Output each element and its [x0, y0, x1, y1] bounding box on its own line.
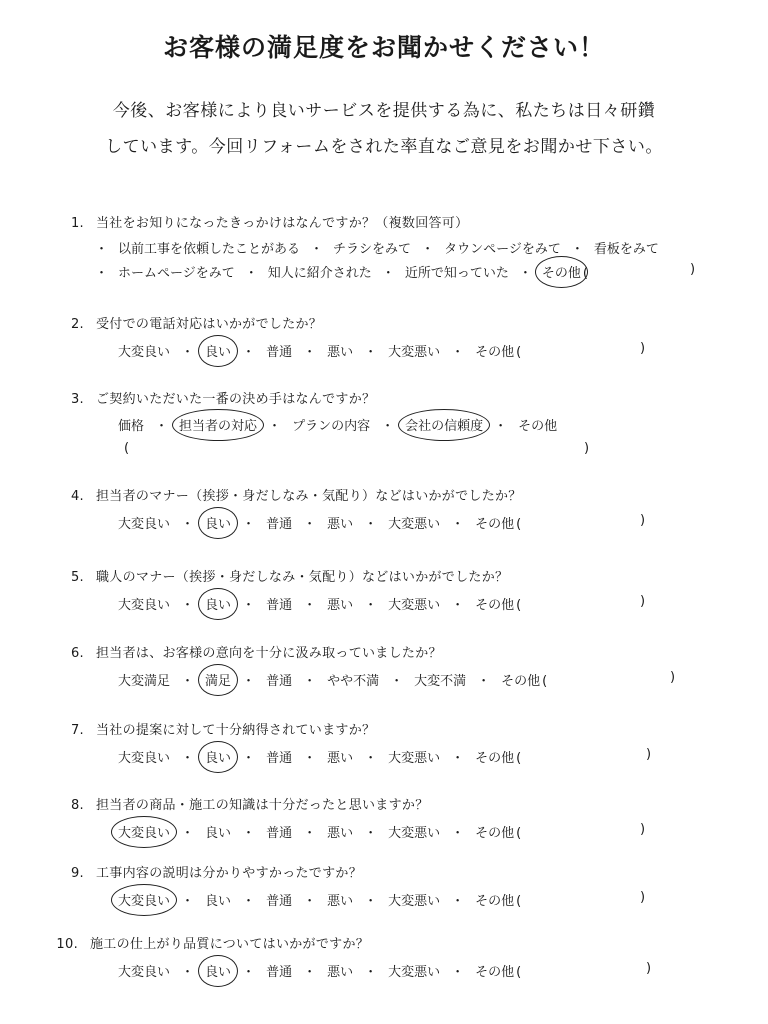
question-number: 7. [70, 723, 84, 738]
paren-open: ( [516, 751, 522, 766]
separator-dot: ・ [242, 751, 256, 766]
paren-open: ( [124, 441, 130, 456]
answer-option-label: 知人に紹介された [267, 266, 372, 281]
question-text [54, 719, 375, 738]
separator-dot: ・ [242, 598, 256, 613]
paren-close: ) [640, 341, 646, 356]
answer-option[interactable] [594, 238, 659, 257]
bullet-dot: ・ [421, 242, 435, 257]
answer-option-label: 看板をみて [593, 242, 659, 257]
answer-option[interactable] [388, 890, 440, 909]
answer-option-label: 近所で知っていた [404, 266, 509, 281]
answer-option-label: 普通 [266, 894, 293, 909]
separator-dot: ・ [451, 345, 465, 360]
separator-dot: ・ [242, 345, 256, 360]
answer-option[interactable] [388, 594, 440, 613]
separator-dot: ・ [303, 517, 317, 532]
separator-dot: ・ [303, 965, 317, 980]
separator-dot: ・ [242, 517, 256, 532]
answer-option[interactable] [327, 890, 353, 909]
answer-option-label: 普通 [266, 965, 293, 980]
answer-option[interactable] [118, 670, 170, 689]
answer-option-label: 大変良い [118, 517, 171, 532]
separator-dot: ・ [451, 751, 465, 766]
answer-option-selected[interactable] [205, 961, 231, 980]
answer-option-selected[interactable] [118, 890, 170, 909]
answer-option-label: その他 [518, 419, 558, 434]
answer-option[interactable] [266, 670, 292, 689]
answer-option[interactable] [388, 513, 440, 532]
question-number: 6. [70, 646, 84, 661]
option-row [118, 415, 557, 434]
paren-open: ( [516, 965, 522, 980]
answer-option-label: 大変悪い [388, 517, 441, 532]
question-label: 工事内容の説明は分かりやすかったですか？ [96, 866, 363, 881]
question-label: 担当者は、お客様の意向を十分に汲み取っていましたか？ [96, 646, 442, 661]
separator-dot: ・ [390, 674, 404, 689]
separator-dot: ・ [451, 826, 465, 841]
paren-close: ) [690, 262, 696, 277]
answer-option[interactable] [268, 262, 372, 281]
answer-option-label: 良い [205, 894, 232, 909]
answer-option-label: 良い [205, 517, 232, 532]
separator-dot: ・ [242, 894, 256, 909]
option-row-1 [95, 238, 659, 257]
answer-option[interactable] [414, 670, 466, 689]
answer-option-label: 価格 [118, 419, 145, 434]
answer-option[interactable] [205, 822, 231, 841]
bullet-dot: ・ [310, 242, 324, 257]
separator-dot: ・ [303, 598, 317, 613]
answer-option-label: その他 [501, 674, 541, 689]
answer-option-label: 担当者の対応 [179, 419, 258, 434]
answer-option[interactable] [266, 822, 292, 841]
question-text [54, 313, 322, 332]
question-number: 4. [70, 489, 84, 504]
answer-option-label: 良い [205, 826, 232, 841]
answer-option-label: 悪い [327, 345, 354, 360]
separator-dot: ・ [303, 894, 317, 909]
answer-option-label: 普通 [266, 598, 293, 613]
paren-close: ) [670, 670, 676, 685]
option-row [118, 822, 521, 841]
question-text [54, 566, 508, 585]
answer-option-label: 良い [205, 751, 232, 766]
separator-dot: ・ [477, 674, 491, 689]
answer-option[interactable] [266, 890, 292, 909]
answer-option[interactable] [118, 594, 170, 613]
separator-dot: ・ [364, 598, 378, 613]
answer-option[interactable] [501, 670, 540, 689]
answer-option[interactable] [327, 822, 353, 841]
bullet-dot: ・ [95, 266, 109, 281]
question-text [54, 388, 375, 407]
answer-option-label: 悪い [327, 517, 354, 532]
separator-dot: ・ [364, 965, 378, 980]
question-text [54, 862, 362, 881]
answer-option-label: 悪い [327, 826, 354, 841]
question-number: 10. [56, 937, 78, 952]
answer-option-label: 良い [205, 598, 232, 613]
answer-option[interactable] [327, 670, 379, 689]
answer-option-label: その他 [475, 751, 515, 766]
answer-option[interactable] [118, 513, 170, 532]
paren-open: ( [516, 894, 522, 909]
answer-option-label: 普通 [266, 751, 293, 766]
separator-dot: ・ [181, 894, 195, 909]
answer-option-label: その他 [475, 517, 515, 532]
question-number: 3. [70, 392, 84, 407]
option-row [118, 670, 547, 689]
answer-option[interactable] [388, 961, 440, 980]
separator-dot: ・ [181, 751, 195, 766]
question-label: 受付での電話対応はいかがでしたか？ [96, 317, 323, 332]
answer-option-label: 大変悪い [388, 598, 441, 613]
option-row-2 [95, 262, 588, 281]
answer-option[interactable] [266, 513, 292, 532]
answer-option-label: 以前工事を依頼したことがある [118, 242, 301, 257]
answer-option[interactable] [292, 415, 370, 434]
separator-dot: ・ [242, 674, 256, 689]
paren-close: ) [640, 822, 646, 837]
separator-dot: ・ [494, 419, 508, 434]
answer-option-label: 会社の信頼度 [405, 419, 484, 434]
question-label: ご契約いただいた一番の決め手はなんですか？ [96, 392, 376, 407]
answer-option[interactable] [388, 822, 440, 841]
answer-option-label: やや不満 [327, 674, 380, 689]
separator-dot: ・ [381, 419, 395, 434]
question-text [48, 933, 369, 952]
separator-dot: ・ [364, 826, 378, 841]
question-label: 担当者の商品・施工の知識は十分だったと思いますか？ [96, 798, 429, 813]
answer-option[interactable] [118, 415, 144, 434]
separator-dot: ・ [364, 345, 378, 360]
answer-option-label: 大変良い [118, 894, 171, 909]
answer-option[interactable] [327, 747, 353, 766]
answer-option-label: 良い [205, 345, 232, 360]
question-label: 担当者のマナー（挨拶・身だしなみ・気配り）などはいかがでしたか？ [96, 489, 522, 504]
answer-option-label: その他 [475, 345, 515, 360]
paren-open: ( [516, 826, 522, 841]
answer-option-label: 大変悪い [388, 826, 441, 841]
answer-option-selected[interactable] [205, 670, 231, 689]
answer-option-label: 大変悪い [388, 894, 441, 909]
answer-option-label: 普通 [266, 345, 293, 360]
answer-option-label: 良い [205, 965, 232, 980]
option-row [118, 747, 521, 766]
separator-dot: ・ [303, 674, 317, 689]
answer-option-label: その他 [475, 826, 515, 841]
answer-option-label: 悪い [327, 598, 354, 613]
bullet-dot: ・ [518, 266, 532, 281]
answer-option-label: プランの内容 [292, 419, 371, 434]
answer-option[interactable] [475, 341, 514, 360]
separator-dot: ・ [181, 965, 195, 980]
separator-dot: ・ [451, 965, 465, 980]
answer-option-label: 大変悪い [388, 965, 441, 980]
answer-option[interactable] [475, 747, 514, 766]
answer-option-label: 悪い [327, 894, 354, 909]
paren-open: ( [582, 266, 588, 281]
answer-option-selected[interactable] [179, 415, 257, 434]
question-label: 当社の提案に対して十分納得されていますか？ [96, 723, 376, 738]
answer-option-selected[interactable] [542, 262, 581, 281]
answer-option-label: 大変良い [118, 598, 171, 613]
question-number: 2. [70, 317, 84, 332]
bullet-dot: ・ [381, 266, 395, 281]
separator-dot: ・ [181, 826, 195, 841]
answer-option-label: タウンページをみて [444, 242, 561, 257]
answer-option[interactable] [327, 961, 353, 980]
paren-open: ( [516, 345, 522, 360]
separator-dot: ・ [364, 751, 378, 766]
answer-option[interactable] [205, 890, 231, 909]
option-row [118, 594, 521, 613]
answer-option-selected[interactable] [205, 513, 231, 532]
paren-close: ) [640, 594, 646, 609]
separator-dot: ・ [181, 598, 195, 613]
question-label: 当社をお知りになったきっかけはなんですか？（複数回答可） [96, 216, 469, 231]
bullet-dot: ・ [570, 242, 584, 257]
answer-option-selected[interactable] [205, 747, 231, 766]
bullet-dot: ・ [95, 242, 109, 257]
answer-option[interactable] [475, 890, 514, 909]
answer-option[interactable] [266, 594, 292, 613]
answer-option-label: その他 [475, 965, 515, 980]
question-text [54, 485, 522, 504]
answer-option-label: ホームページをみて [118, 266, 235, 281]
answer-option-label: 大変良い [118, 826, 171, 841]
question-label: 施工の仕上がり品質についてはいかがですか？ [90, 937, 370, 952]
option-row [118, 890, 521, 909]
answer-option[interactable] [266, 961, 292, 980]
answer-option[interactable] [266, 747, 292, 766]
answer-option-label: 大変満足 [118, 674, 171, 689]
answer-option[interactable] [333, 238, 411, 257]
answer-option[interactable] [518, 415, 557, 434]
answer-option-label: 普通 [266, 674, 293, 689]
paren-close: ) [584, 441, 590, 456]
separator-dot: ・ [181, 674, 195, 689]
answer-option[interactable] [475, 961, 514, 980]
bullet-dot: ・ [244, 266, 258, 281]
answer-option-label: その他 [475, 598, 515, 613]
answer-option[interactable] [327, 594, 353, 613]
intro-line-2: しています。今回リフォームをされた率直なご意見をお聞かせ下さい。 [105, 137, 663, 157]
answer-option-label: 満足 [205, 674, 232, 689]
separator-dot: ・ [451, 894, 465, 909]
answer-option[interactable] [405, 262, 509, 281]
answer-option[interactable] [118, 262, 235, 281]
answer-option-label: チラシをみて [333, 242, 412, 257]
separator-dot: ・ [181, 345, 195, 360]
separator-dot: ・ [181, 517, 195, 532]
question-number: 5. [70, 570, 84, 585]
paren-close: ) [646, 747, 652, 762]
answer-option-label: 大変良い [118, 751, 171, 766]
intro-line-1: 今後、お客様により良いサービスを提供する為に、私たちは日々研鑽 [112, 101, 656, 121]
option-row [118, 513, 521, 532]
separator-dot: ・ [268, 419, 282, 434]
answer-option-label: 普通 [266, 517, 293, 532]
answer-option[interactable] [327, 513, 353, 532]
answer-option-label: 大変不満 [414, 674, 467, 689]
separator-dot: ・ [303, 751, 317, 766]
answer-option[interactable] [475, 822, 514, 841]
paren-close: ) [640, 513, 646, 528]
question-number: 1. [70, 216, 84, 231]
answer-option-label: その他 [541, 266, 581, 281]
separator-dot: ・ [242, 826, 256, 841]
answer-option[interactable] [475, 594, 514, 613]
answer-option-label: 大変悪い [388, 751, 441, 766]
option-row [118, 961, 521, 980]
answer-option-label: 大変良い [118, 965, 171, 980]
answer-option[interactable] [118, 341, 170, 360]
answer-option-label: 大変良い [118, 345, 171, 360]
separator-dot: ・ [155, 419, 169, 434]
question-number: 8. [70, 798, 84, 813]
answer-option[interactable] [388, 341, 440, 360]
paren-open: ( [516, 598, 522, 613]
answer-option[interactable] [444, 238, 561, 257]
answer-option-selected[interactable] [205, 594, 231, 613]
question-text [54, 212, 468, 231]
answer-option[interactable] [118, 961, 170, 980]
answer-option-label: 悪い [327, 965, 354, 980]
answer-option-label: 普通 [266, 826, 293, 841]
separator-dot: ・ [364, 517, 378, 532]
survey-title: お客様の満足度をお聞かせください！ [162, 33, 605, 62]
separator-dot: ・ [364, 894, 378, 909]
answer-option[interactable] [327, 341, 353, 360]
paren-close: ) [646, 961, 652, 976]
answer-option[interactable] [118, 747, 170, 766]
paren-close: ) [640, 890, 646, 905]
option-row [118, 341, 521, 360]
answer-option-selected[interactable] [118, 822, 170, 841]
question-number: 9. [70, 866, 84, 881]
separator-dot: ・ [242, 965, 256, 980]
question-label: 職人のマナー（挨拶・身だしなみ・気配り）などはいかがでしたか？ [96, 570, 509, 585]
paren-open: ( [516, 517, 522, 532]
answer-option[interactable] [388, 747, 440, 766]
answer-option[interactable] [118, 238, 300, 257]
paren-open: ( [542, 674, 548, 689]
answer-option[interactable] [475, 513, 514, 532]
question-text [54, 642, 442, 661]
question-text [54, 794, 429, 813]
answer-option[interactable] [266, 341, 292, 360]
separator-dot: ・ [303, 826, 317, 841]
separator-dot: ・ [303, 345, 317, 360]
answer-option-selected[interactable] [405, 415, 483, 434]
separator-dot: ・ [451, 517, 465, 532]
answer-option-selected[interactable] [205, 341, 231, 360]
answer-option-label: 大変悪い [388, 345, 441, 360]
answer-option-label: 悪い [327, 751, 354, 766]
answer-option-label: その他 [475, 894, 515, 909]
separator-dot: ・ [451, 598, 465, 613]
